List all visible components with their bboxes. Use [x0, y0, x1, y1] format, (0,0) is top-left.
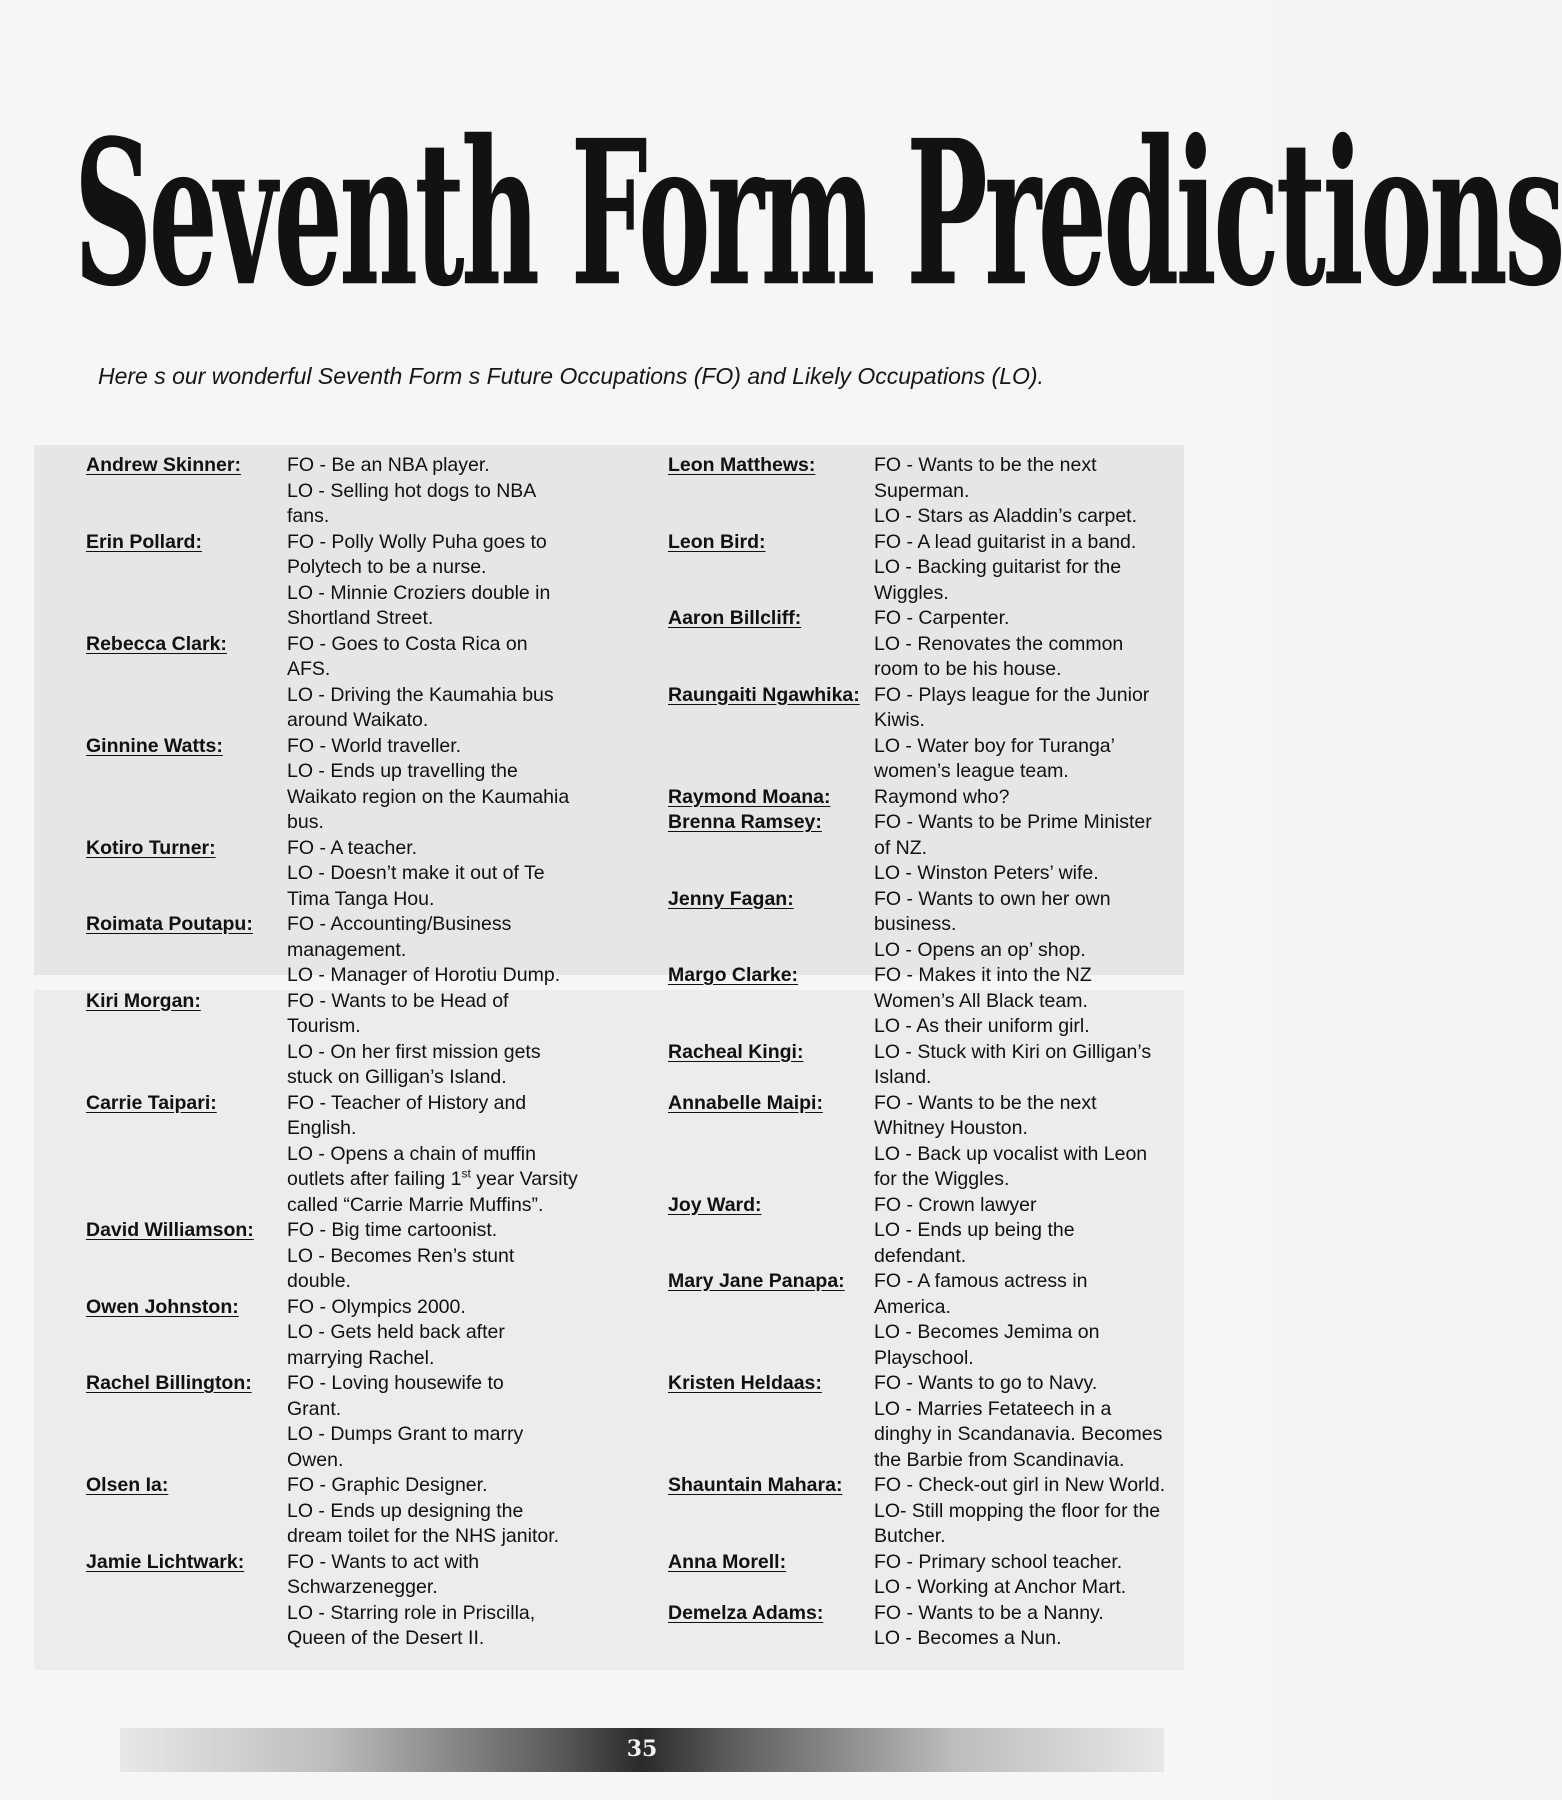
- student-name: Margo Clarke:: [668, 964, 799, 986]
- entry: [668, 887, 1228, 964]
- student-name: Roimata Poutapu:: [86, 913, 253, 935]
- entry: [668, 1193, 1228, 1270]
- entry: [86, 836, 636, 913]
- prediction-line: defendant.: [874, 1244, 967, 1267]
- prediction-line: FO - Carpenter.: [874, 607, 1010, 629]
- entry: [668, 963, 1228, 1040]
- prediction: [874, 1371, 1228, 1473]
- prediction-line: LO - Gets held back after: [287, 1321, 505, 1343]
- prediction-line: AFS.: [287, 658, 331, 680]
- prediction-line: FO - World traveller.: [287, 734, 462, 757]
- prediction-line: FO - Wants to be Head of: [287, 989, 509, 1012]
- prediction-line: FO - Loving housewife to: [287, 1372, 504, 1394]
- student-name: Demelza Adams:: [668, 1601, 824, 1624]
- prediction: [287, 1550, 636, 1652]
- entry: [86, 1371, 636, 1473]
- prediction: [287, 1371, 636, 1473]
- prediction-line: Grant.: [287, 1397, 342, 1420]
- entry: [668, 1091, 1228, 1193]
- entry: [86, 1295, 636, 1372]
- student-name: Shauntain Mahara:: [668, 1474, 843, 1496]
- page-number: 35: [626, 1736, 658, 1762]
- entry: [668, 1601, 1228, 1652]
- entry: [668, 683, 1228, 785]
- prediction: [874, 1091, 1228, 1193]
- prediction-line: FO - A teacher.: [287, 836, 418, 859]
- student-name: David Williamson:: [86, 1219, 254, 1241]
- prediction-line: LO - Becomes a Nun.: [874, 1627, 1062, 1649]
- prediction-line: LO - Stuck with Kiri on Gilligan’s: [874, 1040, 1152, 1063]
- prediction-line: FO - Primary school teacher.: [874, 1550, 1123, 1573]
- prediction-line: FO - A lead guitarist in a band.: [874, 530, 1137, 553]
- prediction: [287, 734, 636, 836]
- prediction-line: bus.: [287, 811, 324, 833]
- prediction-line: Schwarzenegger.: [287, 1576, 438, 1598]
- prediction-line: LO - Ends up travelling the: [287, 760, 518, 782]
- entry: [86, 989, 636, 1091]
- student-name: Raungaiti Ngawhika:: [668, 683, 860, 706]
- prediction-line: around Waikato.: [287, 709, 429, 731]
- prediction-line: of NZ.: [874, 836, 928, 859]
- prediction-line: Kiwis.: [874, 709, 925, 731]
- prediction-line: Polytech to be a nurse.: [287, 556, 487, 578]
- student-name: Anna Morell:: [668, 1550, 787, 1573]
- student-name: Joy Ward:: [668, 1193, 762, 1216]
- prediction-line: Shortland Street.: [287, 607, 434, 629]
- student-name: Rachel Billington:: [86, 1372, 252, 1394]
- prediction-line: Wiggles.: [874, 581, 949, 604]
- prediction: [874, 810, 1228, 887]
- prediction-line: LO - Renovates the common: [874, 632, 1124, 655]
- prediction-line: LO - Stars as Aladdin’s carpet.: [874, 505, 1138, 527]
- footer-bar: [120, 1728, 1164, 1772]
- prediction-line: Whitney Houston.: [874, 1117, 1028, 1139]
- prediction-line: dinghy in Scandanavia. Becomes: [874, 1423, 1163, 1445]
- prediction-line: double.: [287, 1270, 351, 1292]
- prediction-line: LO - Back up vocalist with Leon: [874, 1142, 1148, 1165]
- prediction-line: Waikato region on the Kaumahia: [287, 785, 570, 808]
- prediction-line: Playschool.: [874, 1346, 974, 1369]
- prediction-line: business.: [874, 913, 957, 935]
- prediction-line: FO - Polly Wolly Puha goes to: [287, 530, 547, 553]
- prediction-line: called “Carrie Marrie Muffins”.: [287, 1193, 544, 1216]
- prediction-line: Butcher.: [874, 1525, 946, 1547]
- prediction-line: LO - Water boy for Turanga’: [874, 734, 1115, 757]
- prediction-line: Tima Tanga Hou.: [287, 887, 435, 910]
- entry: [668, 1550, 1228, 1601]
- prediction: [874, 887, 1228, 964]
- prediction-line: Superman.: [874, 479, 970, 502]
- prediction-line: LO - Manager of Horotiu Dump.: [287, 964, 561, 986]
- entry: [86, 1218, 636, 1295]
- prediction: [287, 632, 636, 734]
- prediction-line: Owen.: [287, 1448, 344, 1471]
- prediction-line: LO - Becomes Jemima on: [874, 1321, 1100, 1343]
- student-name: Rebecca Clark:: [86, 632, 227, 655]
- student-name: Ginnine Watts:: [86, 734, 223, 757]
- prediction-line: [287, 1167, 636, 1193]
- prediction-line: LO - Doesn’t make it out of Te: [287, 862, 545, 884]
- entry: [86, 1091, 636, 1219]
- prediction-line: Queen of the Desert II.: [287, 1627, 485, 1649]
- page-title: [74, 56, 1562, 356]
- student-name: Racheal Kingi:: [668, 1040, 804, 1063]
- student-name: Carrie Taipari:: [86, 1091, 217, 1114]
- left-column: [86, 453, 636, 1652]
- student-name: Andrew Skinner:: [86, 454, 241, 476]
- prediction: [874, 1601, 1228, 1652]
- prediction-line: LO - Winston Peters’ wife.: [874, 862, 1099, 884]
- title-text: Seventh Form Predictions: [74, 96, 1562, 331]
- prediction-line: FO - Teacher of History and: [287, 1091, 527, 1114]
- entry: [668, 1269, 1228, 1371]
- prediction: [287, 836, 636, 913]
- prediction-line: management.: [287, 938, 407, 961]
- prediction-line: LO - Minnie Croziers double in: [287, 581, 551, 604]
- entry: [668, 1040, 1228, 1091]
- prediction: [287, 1091, 636, 1219]
- prediction: [874, 1473, 1228, 1550]
- student-name: Kristen Heldaas:: [668, 1372, 822, 1394]
- prediction: [874, 785, 1228, 811]
- entry: [668, 453, 1228, 530]
- prediction-line: LO - As their uniform girl.: [874, 1015, 1090, 1037]
- prediction: [874, 1193, 1228, 1270]
- prediction: [287, 530, 636, 632]
- prediction-line: stuck on Gilligan’s Island.: [287, 1066, 507, 1088]
- prediction-line: the Barbie from Scandinavia.: [874, 1448, 1125, 1471]
- prediction-line: FO - Be an NBA player.: [287, 454, 490, 476]
- entry: [86, 912, 636, 989]
- prediction-line: FO - A famous actress in: [874, 1270, 1088, 1292]
- prediction-line: LO - Marries Fetateech in a: [874, 1397, 1112, 1420]
- prediction: [874, 963, 1228, 1040]
- student-name: Jamie Lichtwark:: [86, 1550, 245, 1573]
- text-before: outlets after failing 1: [287, 1168, 462, 1190]
- prediction-line: LO - Selling hot dogs to NBA: [287, 479, 537, 502]
- prediction-line: FO - Makes it into the NZ: [874, 964, 1092, 986]
- prediction-line: LO- Still mopping the floor for the: [874, 1499, 1161, 1522]
- student-name: Annabelle Maipi:: [668, 1091, 823, 1114]
- entry: [86, 734, 636, 836]
- subtitle: Here s our wonderful Seventh Form s Future Occupations (FO) and Likely Occupations (LO).: [98, 363, 1044, 389]
- prediction: [287, 1473, 636, 1550]
- entry: [86, 1550, 636, 1652]
- prediction-line: Women’s All Black team.: [874, 989, 1088, 1012]
- prediction-line: FO - Check-out girl in New World.: [874, 1474, 1166, 1496]
- prediction: [287, 1295, 636, 1372]
- superscript: st: [461, 1166, 471, 1181]
- prediction-line: FO - Goes to Costa Rica on: [287, 632, 528, 655]
- student-name: Brenna Ramsey:: [668, 811, 822, 833]
- student-name: Erin Pollard:: [86, 530, 202, 553]
- prediction: [287, 453, 636, 530]
- student-name: Kiri Morgan:: [86, 989, 201, 1012]
- student-name: Mary Jane Panapa:: [668, 1270, 845, 1292]
- prediction: [874, 606, 1228, 683]
- prediction-line: LO - Becomes Ren’s stunt: [287, 1244, 515, 1267]
- student-name: Leon Bird:: [668, 530, 766, 553]
- prediction: [287, 912, 636, 989]
- prediction-line: LO - Ends up being the: [874, 1219, 1075, 1241]
- entry: [668, 606, 1228, 683]
- entry: [86, 1473, 636, 1550]
- prediction-line: FO - Olympics 2000.: [287, 1295, 466, 1318]
- prediction-line: FO - Wants to go to Navy.: [874, 1372, 1098, 1394]
- prediction-line: Raymond who?: [874, 785, 1010, 808]
- prediction-line: LO - Ends up designing the: [287, 1499, 524, 1522]
- prediction-line: FO - Wants to be the next: [874, 1091, 1097, 1114]
- prediction: [287, 989, 636, 1091]
- student-name: Raymond Moana:: [668, 785, 831, 808]
- prediction: [874, 1269, 1228, 1371]
- text-after: year Varsity: [470, 1168, 578, 1190]
- prediction: [874, 530, 1228, 607]
- prediction-line: marrying Rachel.: [287, 1346, 435, 1369]
- right-column: [668, 453, 1228, 1652]
- prediction-line: FO - Wants to act with: [287, 1550, 480, 1573]
- prediction-line: for the Wiggles.: [874, 1168, 1010, 1190]
- student-name: Aaron Billcliff:: [668, 607, 802, 629]
- entry: [668, 810, 1228, 887]
- prediction-line: dream toilet for the NHS janitor.: [287, 1525, 560, 1547]
- entry: [668, 1371, 1228, 1473]
- prediction: [874, 1550, 1228, 1601]
- entry: [86, 530, 636, 632]
- prediction-line: LO - Opens an op’ shop.: [874, 938, 1086, 961]
- student-name: Olsen Ia:: [86, 1474, 169, 1496]
- prediction-line: Island.: [874, 1066, 932, 1088]
- student-name: Owen Johnston:: [86, 1295, 239, 1318]
- prediction-line: room to be his house.: [874, 658, 1062, 680]
- entry: [86, 453, 636, 530]
- prediction-line: LO - Dumps Grant to marry: [287, 1423, 524, 1445]
- prediction: [874, 683, 1228, 785]
- prediction-line: FO - Wants to be the next: [874, 454, 1097, 476]
- entry: [86, 632, 636, 734]
- prediction-line: Tourism.: [287, 1015, 361, 1037]
- student-name: Leon Matthews:: [668, 454, 816, 476]
- entry: [668, 1473, 1228, 1550]
- prediction-line: LO - Driving the Kaumahia bus: [287, 683, 554, 706]
- prediction: [874, 1040, 1228, 1091]
- student-name: Jenny Fagan:: [668, 887, 794, 910]
- student-name: Kotiro Turner:: [86, 836, 216, 859]
- prediction-line: women’s league team.: [874, 760, 1069, 782]
- prediction-line: FO - Big time cartoonist.: [287, 1219, 498, 1241]
- prediction-line: FO - Graphic Designer.: [287, 1474, 488, 1496]
- prediction-line: English.: [287, 1117, 357, 1139]
- prediction-line: LO - Opens a chain of muffin: [287, 1142, 536, 1165]
- prediction-line: FO - Wants to be Prime Minister: [874, 811, 1152, 833]
- prediction: [874, 453, 1228, 530]
- prediction: [287, 1218, 636, 1295]
- entry: [668, 530, 1228, 607]
- prediction-line: LO - On her first mission gets: [287, 1040, 541, 1063]
- prediction-line: FO - Plays league for the Junior: [874, 683, 1150, 706]
- prediction-line: fans.: [287, 505, 330, 527]
- prediction-line: FO - Wants to be a Nanny.: [874, 1601, 1104, 1624]
- entry: [668, 785, 1228, 811]
- prediction-line: FO - Wants to own her own: [874, 887, 1111, 910]
- prediction-line: LO - Working at Anchor Mart.: [874, 1576, 1127, 1598]
- prediction-line: FO - Crown lawyer: [874, 1193, 1037, 1216]
- prediction-line: LO - Backing guitarist for the: [874, 556, 1122, 578]
- prediction-line: LO - Starring role in Priscilla,: [287, 1601, 536, 1624]
- prediction-line: FO - Accounting/Business: [287, 913, 512, 935]
- prediction-line: America.: [874, 1295, 951, 1318]
